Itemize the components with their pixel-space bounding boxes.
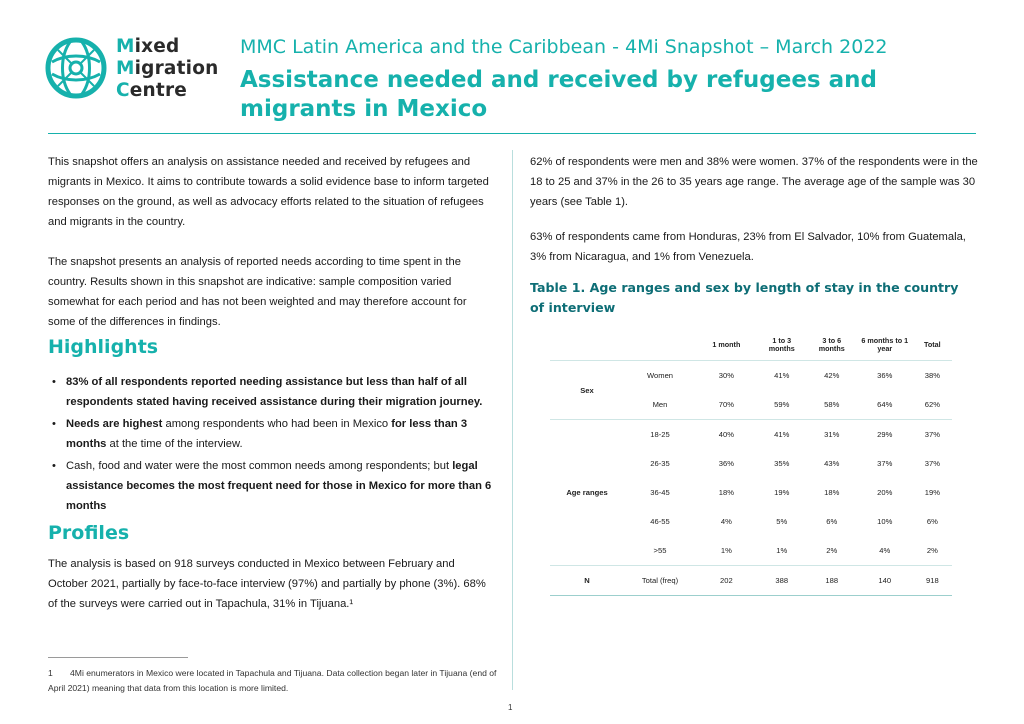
intro-paragraph-1: This snapshot offers an analysis on assistance needed and received by refugees and migrants in Mexico. It aims to contribute towards a solid evidence base to inform targeted responses on the ground, as well as advocacy efforts related to the situation of refugees and migrants in the country. <box>48 156 489 228</box>
table-cell: 37% <box>924 459 940 468</box>
table-cell: 30% <box>696 361 757 391</box>
row-label: 18-25 <box>624 420 696 450</box>
table-header-row <box>550 330 952 361</box>
table-cell: 40% <box>696 420 757 450</box>
table-cell: 918 <box>913 566 952 596</box>
intro-section <box>48 152 496 332</box>
table-cell: 19% <box>924 488 940 497</box>
logo-line-1: Mixed <box>116 36 180 57</box>
nationality-paragraph: 63% of respondents came from Honduras, 23% from El Salvador, 10% from Guatemala, 3% from Nicaragua, and 1% from Venezuela. <box>530 231 966 263</box>
row-label: 36-45 <box>650 488 670 497</box>
table-cell: 43% <box>824 459 840 468</box>
table-cell: 36% <box>857 361 913 391</box>
highlight-text: legal assistance becomes the most frequent need for those in Mexico for more than 6 months <box>66 460 492 512</box>
highlight-item <box>48 372 496 412</box>
highlights-list <box>48 372 496 518</box>
table-cell: 18% <box>718 488 734 497</box>
table-cell: 29% <box>857 420 913 450</box>
globe-network-icon <box>44 36 108 100</box>
table-cell: 41% <box>757 361 807 391</box>
highlight-text: Cash, food and water were the most common needs among respondents; but <box>66 460 453 472</box>
footnote-text: 4Mi enumerators in Mexico were located in Tapachula and Tijuana. Data collection began later in Tijuana (end of April 2021) meaning that data from this location is more limited. <box>48 668 497 693</box>
logo-line-3-rest: entre <box>129 80 188 101</box>
bullet-icon: • <box>52 418 56 430</box>
profiles-paragraph: The analysis is based on 918 surveys conducted in Mexico between February and October 2021, partially by face-to-face interview (97%) and partially by phone (3%). 68% of the surveys were carried out in Tapachula, 31% in Tijuana.¹ <box>48 558 486 610</box>
table-cell: 10% <box>877 517 893 526</box>
footnote-divider <box>48 657 188 658</box>
table-cell: 37% <box>877 459 893 468</box>
mmc-logo <box>44 34 224 110</box>
table-cell: 35% <box>774 459 790 468</box>
highlight-text: 83% of all respondents reported needing assistance but less than half of all respondents stated having received assistance during their migration journey. <box>66 376 483 408</box>
table-cell: 188 <box>807 566 857 596</box>
table-cell: 1% <box>776 546 788 555</box>
table-row <box>550 361 952 391</box>
logo-line-2-rest: igration <box>134 58 219 79</box>
column-header: 1 to 3 months <box>757 330 807 361</box>
table-cell: 59% <box>774 400 790 409</box>
table-row <box>550 420 952 450</box>
column-header: 1 month <box>696 330 757 361</box>
bullet-icon: • <box>52 376 56 388</box>
logo-line-2: Migration <box>116 58 219 79</box>
table-cell: 18% <box>824 488 840 497</box>
profiles-heading: Profiles <box>48 522 130 544</box>
highlights-heading: Highlights <box>48 336 159 358</box>
highlight-item <box>48 456 496 516</box>
table-cell: 388 <box>757 566 807 596</box>
row-label: Men <box>652 400 668 409</box>
highlight-text: for less than 3 months <box>66 418 468 450</box>
table-cell: 37% <box>913 420 952 450</box>
highlight-text: Needs are highest <box>66 418 163 430</box>
table-cell: 20% <box>877 488 893 497</box>
row-label: >55 <box>653 546 667 555</box>
logo-line-1-rest: ixed <box>134 36 180 57</box>
report-subtitle: MMC Latin America and the Caribbean - 4Mi Snapshot – March 2022 <box>240 36 888 58</box>
demographics-paragraph: 62% of respondents were men and 38% were women. 37% of the respondents were in the 18 to 25 and 37% in the 26 to 35 years age range. The average age of the sample was 30 years (see Table 1). <box>530 156 978 208</box>
intro-paragraph-2: The snapshot presents an analysis of reported needs according to time spent in the country. Results shown in this snapshot are indicative: sample composition varied somewhat for each period and has not been weighted and may therefore account for some of the differences in findings. <box>48 256 467 328</box>
column-header: Total <box>913 330 952 361</box>
highlight-item <box>48 414 496 454</box>
profiles-section <box>48 554 496 614</box>
table-title: Table 1. Age ranges and sex by length of stay in the country of interview <box>530 280 959 315</box>
highlight-text: at the time of the interview. <box>106 438 243 450</box>
table-cell: 41% <box>757 420 807 450</box>
table-cell: 1% <box>720 546 732 555</box>
table-cell: 2% <box>826 546 838 555</box>
table-cell: 19% <box>774 488 790 497</box>
table-cell: 4% <box>879 546 891 555</box>
table-cell: 140 <box>857 566 913 596</box>
logo-wordmark <box>116 36 218 102</box>
report-title: Assistance needed and received by refugees and migrants in Mexico <box>240 67 877 122</box>
table-cell: 42% <box>807 361 857 391</box>
table-cell: 202 <box>696 566 757 596</box>
table-cell: 6% <box>826 517 838 526</box>
column-divider <box>512 150 513 690</box>
footnote-number: 1 <box>48 668 53 678</box>
logo-line-3: Centre <box>116 80 188 101</box>
row-label: 46-55 <box>650 517 670 526</box>
table-cell: 36% <box>718 459 734 468</box>
column-header: 3 to 6 months <box>807 330 857 361</box>
table-header-cell <box>624 330 696 361</box>
table-cell: 31% <box>807 420 857 450</box>
row-label: Women <box>624 361 696 391</box>
table-cell: 70% <box>718 400 734 409</box>
footnote <box>48 666 498 696</box>
highlight-text: among respondents who had been in Mexico <box>162 418 392 430</box>
table-cell: 5% <box>776 517 788 526</box>
table-cell: 62% <box>924 400 940 409</box>
bullet-icon: • <box>52 460 56 472</box>
table-cell: 58% <box>824 400 840 409</box>
table-header-cell <box>550 330 624 361</box>
column-header: 6 months to 1 year <box>857 330 913 361</box>
table-cell: 2% <box>926 546 938 555</box>
table-cell: 6% <box>926 517 938 526</box>
header-divider <box>48 133 976 134</box>
table-cell: 38% <box>913 361 952 391</box>
row-label: Total (freq) <box>624 566 696 596</box>
group-label: N <box>550 566 624 596</box>
table-row <box>550 566 952 596</box>
table-cell: 64% <box>877 400 893 409</box>
page-number: 1 <box>508 703 513 712</box>
group-label: Age ranges <box>550 420 624 566</box>
age-sex-table <box>550 330 952 596</box>
row-label: 26-35 <box>650 459 670 468</box>
table-cell: 4% <box>720 517 732 526</box>
group-label: Sex <box>550 361 624 420</box>
right-text <box>530 152 978 267</box>
